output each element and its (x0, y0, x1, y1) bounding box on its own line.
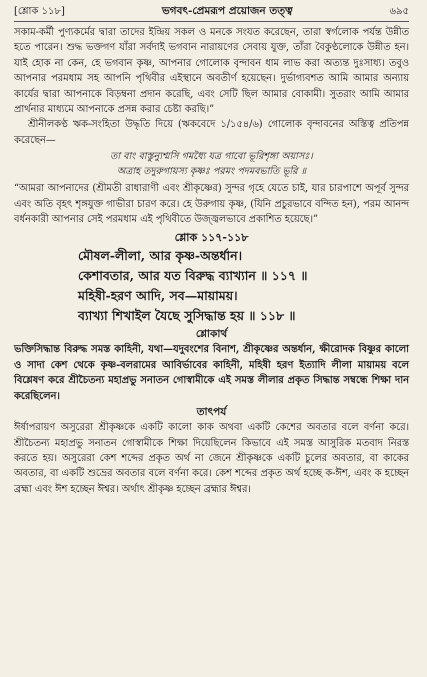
header-verse-ref: [শ্লোক ১১৮] (14, 6, 65, 17)
sloka-line-1: মৌষল-লীলা, আর কৃষ্ণ-অন্তর্ধান। (78, 248, 243, 264)
sloka-verse (14, 246, 409, 326)
rigveda-verse (14, 150, 409, 179)
sloka-line-2: কেশাবতার, আর যত বিরুদ্ধ ব্যাখ্যান ॥ ১১৭ ॥ (78, 268, 308, 284)
running-header (14, 4, 409, 22)
paragraph-1: সকাম-কর্মী পুণ্যকর্মের দ্বারা তাদের ইন্দ্রিয় সকল ও মনকে সংযত করেছেন, তারা স্বর্গলোক পর্যন্ত উন্নীত হতে পারেন। শুদ্ধ ভক্তগণ যাঁরা সর্বদাই ভগবান নারায়ণের সেবায় যুক্ত, তাঁরা বৈকুণ্ঠলোকে উন্নীত হন। যাই হোক না কেন, হে ভগবান কৃষ্ণ, আপনার গোলোক বৃন্দাবন ধাম লাভ করা অত্যন্ত দুঃসাধ্য। তবুও আপনার পরমধাম সহ আপনি পৃথিবীর এইস্থানে অবতীর্ণ হয়েছেন। দুর্ভাগ্যবশত আমি আমার অন্যায় কার্যের দ্বারা আপনাকে বিড়ম্বনা প্রদান করেছি, এবং সেটি ছিল আমার বোকামী। সুতরাং আমি আমার প্রার্থনার মাধ্যমে আপনাকে প্রসন্ন করার চেষ্টা করছি।” (14, 27, 409, 116)
translation-text: ভক্তিসিদ্ধান্ত বিরুদ্ধ সমস্ত কাহিনী, যথা—যদুবংশের বিনাশ, শ্রীকৃষ্ণের অন্তর্ধান, ক্ষীরোদক বিষ্ণুর কালো ও সাদা কেশ থেকে কৃষ্ণ-বলরামের আবির্ভাবের কাহিনী, মহিষী হরণ ইত্যাদি লীলা মায়াময় বলে বিশ্লেষণ করে শ্রীচৈতন্য মহাপ্রভু সনাতন গোস্বামীকে এই সমস্ত লীলার প্রকৃত সিদ্ধান্ত সম্বন্ধে শিক্ষা দান করেছিলেন। (14, 344, 409, 402)
sloka-heading: শ্লোক ১১৭-১১৮ (174, 231, 249, 245)
verse-line-2: অত্রাহ তদুরুগায়স্য কৃষ্ণঃ পরমং পদমবভাতি ভূরি ॥ (116, 165, 306, 177)
purport-text: ঈর্ষাপরায়ণ অসুরেরা শ্রীকৃষ্ণকে একটি কালো কাক অথবা একটি কেশের অবতার বলে বর্ণনা করে। শ্রীচৈতন্য মহাপ্রভু সনাতন গোস্বামীকে শিক্ষা দিয়েছিলেন কিভাবে এই সমস্ত আসুরিক মতবাদ নিরস্ত করতে হয়। অসুরেরা কেশ শব্দের প্রকৃত অর্থ না জেনে শ্রীকৃষ্ণকে একটি চুলের অবতার, বা কাকের অবতার, বা একটি শুভ্রের অবতার বলে বর্ণনা করে। কেশ শব্দের প্রকৃত অর্থ হচ্ছে ক-ঈশ, এবং ক হচ্ছেন ব্রহ্মা এবং ঈশ হচ্ছেন ঈশ্বর। অর্থাৎ শ্রীকৃষ্ণ হচ্ছেন ব্রহ্মার ঈশ্বর। (14, 422, 409, 495)
sloka-line-3: মহিষী-হরণ আদি, সব—মায়াময়। (78, 288, 238, 304)
sloka-line-4: ব্যাখ্যা শিখাইল যৈছে সুসিদ্ধান্ত হয় ॥ ১১৮ ॥ (78, 308, 296, 324)
translation-title: শ্লোকার্থ (195, 328, 228, 341)
page-number: ৬৯৫ (389, 6, 409, 17)
paragraph-3: “আমরা আপনাদের (শ্রীমতী রাধারাণী এবং শ্রীকৃষ্ণের) সুন্দর গৃহে যেতে চাই, যার চারপাশে অপূর্ব সুন্দর এবং অতি বৃহৎ শৃঙ্গযুক্ত গাভীরা চারণ করে। হে উরুগায় কৃষ্ণ, (যিনি প্রচুরভাবে বন্দিত হন), পরম আনন্দ বর্ধনকারী আপনার সেই পরমধাম এই পৃথিবীতে উজ্জ্বলভাবে প্রকাশিত হয়েছে।” (14, 183, 409, 226)
header-chapter-title: ভগবৎ-প্রেমরূপ প্রয়োজন তত্ত্ব (161, 5, 293, 17)
verse-line-1: তা বাং বাস্তুন্যুশ্মসি গমধ্যৈ যত্র গাবো ভূরিশৃঙ্গা অয়াসঃ। (110, 151, 313, 163)
paragraph-2: শ্রীনীলকণ্ঠ ঋক-সংহিতা উদ্ধৃতি দিয়ে (ঋকবেদে ১/১৫৪/৬) গোলোক বৃন্দাবনের অস্তিত্ব প্রতিপন্ন করেছেন— (14, 119, 409, 146)
purport-title: তাৎপর্য (196, 406, 227, 419)
